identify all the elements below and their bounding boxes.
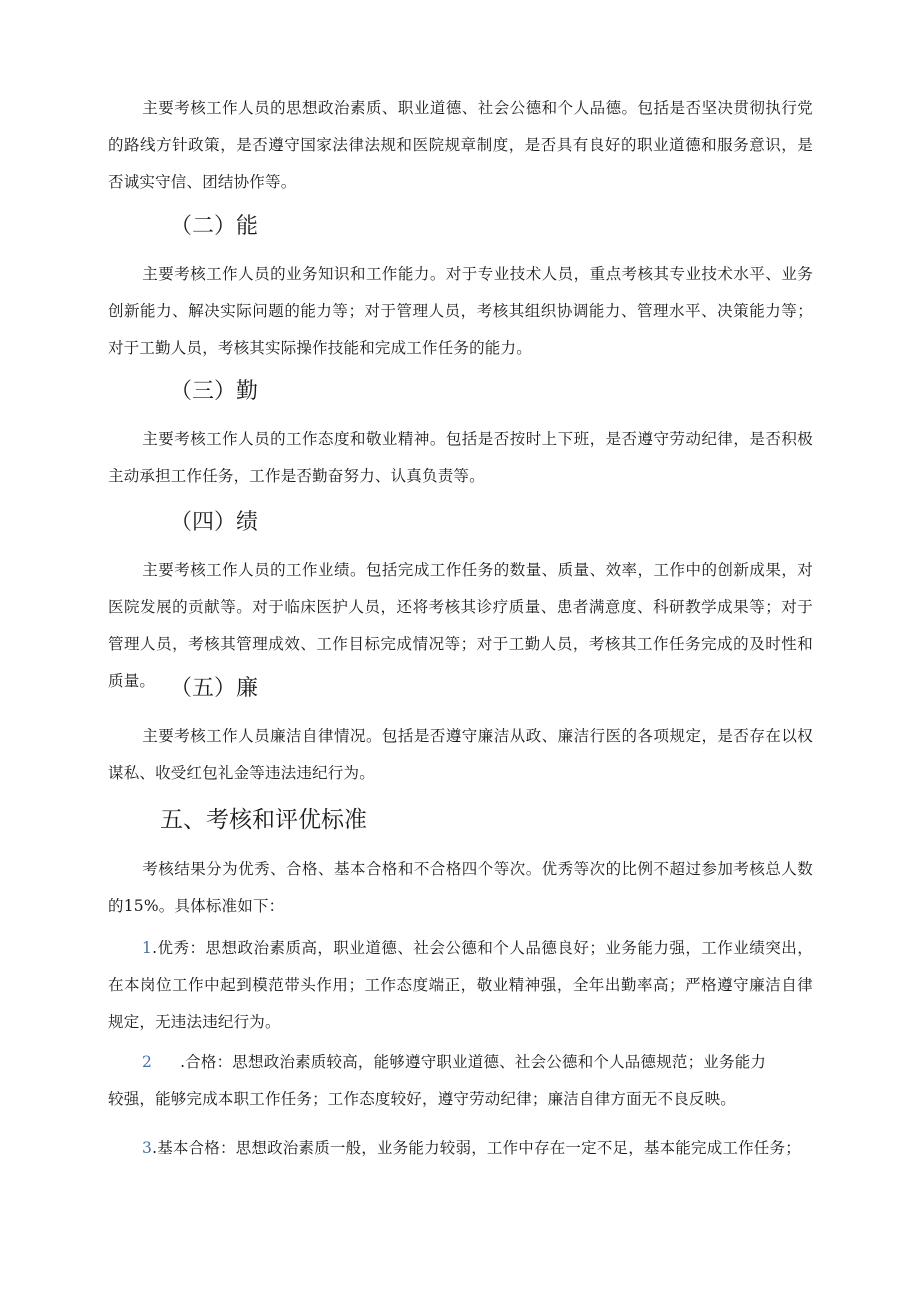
heading-qin: （三）勤 [170,379,259,404]
heading-ji: （四）绩 [170,510,259,535]
paragraph-de: 主要考核工作人员的思想政治素质、职业道德、社会公德和个人品德。包括是否坚决贯彻执行党的路线方针政策，是否遵守国家法律法规和医院规章制度，是否具有良好的职业道德和服务意识，是否诚实守信、团结协作等。 [108,99,813,191]
item-number: 2 [142,1053,153,1071]
chapter-title: 五、考核和评优标准 [160,807,367,833]
paragraph-neng: 主要考核工作人员的业务知识和工作能力。对于专业技术人员，重点考核其专业技术水平、业务创新能力、解决实际问题的能力等；对于管理人员，考核其组织协调能力、管理水平、决策能力等；对于工勤人员，考核其实际操作技能和完成工作任务的能力。 [108,265,813,357]
paragraph-lian: 主要考核工作人员廉洁自律情况。包括是否遵守廉洁从政、廉洁行医的各项规定，是否存在以权谋私、收受红包礼金等违法违纪行为。 [108,727,813,782]
paragraph-qin: 主要考核工作人员的工作态度和敬业精神。包括是否按时上下班，是否遵守劳动纪律，是否积极主动承担工作任务，工作是否勤奋努力、认真负责等。 [108,430,813,485]
list-item-excellent: 1.优秀：思想政治素质高，职业道德、社会公德和个人品德良好；业务能力强，工作业绩突出，在本岗位工作中起到模范带头作用；工作态度端正，敬业精神强，全年出勤率高；严格遵守廉洁自律规定，无违法违纪行为。 [108,939,813,1031]
paragraph-intro: 考核结果分为优秀、合格、基本合格和不合格四个等次。优秀等次的比例不超过参加考核总人数的15%。具体标准如下： [108,860,813,915]
item-number: 3 [142,1139,153,1157]
list-item-basic: 3.基本合格：思想政治素质一般，业务能力较弱，工作中存在一定不足，基本能完成工作任务； [142,1139,801,1157]
paragraph-ji: 主要考核工作人员的工作业绩。包括完成工作任务的数量、质量、效率，工作中的创新成果，对医院发展的贡献等。对于临床医护人员，还将考核其诊疗质量、患者满意度、科研教学成果等；对于管理人员，考核其管理成效、工作目标完成情况等；对于工勤人员，考核其工作任务完成的及时性和质量。 [108,561,813,690]
heading-lian: （五）廉 [170,676,259,701]
heading-neng: （二）能 [170,214,259,239]
item-number: 1 [142,939,153,957]
list-item-qualified: 2 .合格：思想政治素质较高，能够遵守职业道德、社会公德和个人品德规范；业务能力 较强，能够完成本职工作任务；工作态度较好，遵守劳动纪律；廉洁自律方面无不良反映。 [108,1053,767,1108]
